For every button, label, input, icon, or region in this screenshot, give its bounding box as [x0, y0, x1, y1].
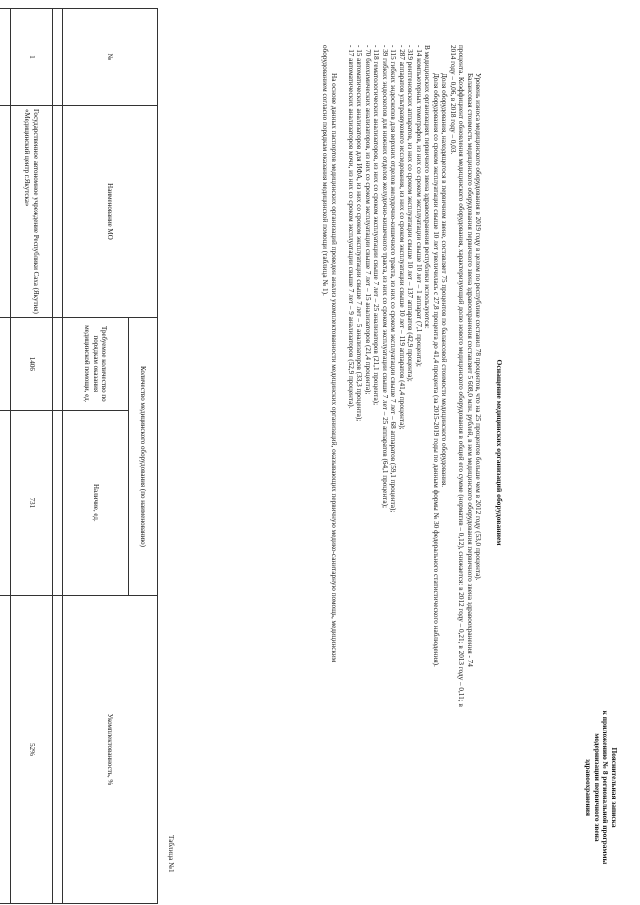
cell-completeness: 52% — [11, 596, 53, 904]
header-line: Пояснительная записка — [610, 747, 619, 828]
header-number: № — [63, 9, 158, 106]
paragraph: Балансовая стоимость медицинского оборудования первичного звена здравоохранения составляет 5 608,0 млн. рублей, в нем медицинского оборудования первичного звена здравоохранения - 74 — [465, 73, 474, 667]
cell-mo-name — [0, 106, 11, 318]
paragraph: Доля оборудования со сроком эксплуатации свыше 10 лет увеличилась с 27,8 процента до 41,4 процента (за 2015-2019 годы по данным формы № 30 федерального статистического наблюдения). — [431, 73, 440, 667]
list-item: - 319 рентгеновских аппаратов, из них со сроком эксплуатации свыше 10 лет – 137 аппаратов (42,9 процента); — [406, 45, 415, 382]
paragraph: процента. Коэффициент обновления медицинского оборудования, характеризующий долю нового медицинского оборудования в общей его сумме (норматив – 0,12), снижается: в 2012 году – 0,21; в 2013 году – 0,11; в — [457, 45, 466, 707]
paragraph: На основе данных паспортов медицинских организаций проведен анализ укомплектованности медицинских организаций, оказывающих первичную медико-санитарную помощь, медицинским — [329, 73, 338, 663]
list-item: - 15 автоматических анализаторов для ИФА, из них со сроком эксплуатации свыше 7 лет – 5 анализаторов (33,3 процента); — [355, 45, 364, 422]
cell-required: 1406 — [11, 318, 53, 411]
header-required: Требуемое количество по порядкам оказания медицинской помощи, ед. — [63, 318, 129, 411]
header-line: модернизации первичного звена — [592, 733, 602, 842]
list-item: - 115 гибких эндоскопов для верхних отделов желудочно-кишечного тракта, из них со сроком эксплуатации свыше 7 лет – 68 аппаратов (59,1 процента); — [389, 45, 398, 513]
cell-number: 1 — [11, 9, 53, 106]
header-mo-name: Наименование МО — [63, 106, 158, 318]
list-item: - 14 компьютерных томографов, из них со сроком эксплуатации свыше 10 лет – 1 аппарат (7,1 процента); — [414, 45, 423, 367]
list-item: - 118 гематологических анализаторов, из них со сроком эксплуатации свыше 7 лет – 25 анализаторов (21,1 процента); — [372, 45, 381, 406]
paragraph: В медицинских организациях первичного звена здравоохранения республики используются: — [423, 45, 432, 329]
table-row-empty — [53, 9, 63, 904]
paragraph: 2014 году – 0,06, в 2018 году – 0,03. — [448, 45, 457, 155]
table-label: Таблица №1 — [167, 835, 175, 873]
explanatory-note-header — [583, 700, 618, 875]
header-equipment-count: Количество медицинского оборудования (по наименованию) — [129, 318, 158, 596]
header-available: Наличие, ед. — [63, 410, 129, 595]
cell-available — [0, 410, 11, 595]
spacer — [338, 45, 346, 890]
section-title: Оснащение медицинских организаций оборудованием — [495, 359, 504, 546]
paragraph: Уровень износа медицинского оборудования в 2019 году в целом по республике составил 78 процентов, что на 25 процентов больше чем в 2012 году (53,0 процента). — [474, 73, 482, 581]
cell-available: 731 — [11, 410, 53, 595]
table-row — [0, 9, 11, 904]
paragraph: оборудованием согласно порядкам оказания медицинской помощи (таблица № 1). — [321, 45, 330, 296]
equipment-table — [0, 8, 158, 904]
cell-required — [0, 318, 11, 411]
list-item: - 17 автоматических анализаторов мочи, из них со сроком эксплуатации свыше 7 лет – 9 анализаторов (52,9 процента). — [346, 45, 355, 409]
header-line: здравоохранения — [583, 758, 593, 817]
list-item: - 70 биохимических анализаторов, из них со сроком эксплуатации свыше 7 лет – 15 анализаторов (21,4 процента); — [363, 45, 372, 395]
list-item: - 287 аппаратов ультразвукового исследования, из них со сроком эксплуатации свыше 10 лет – 119 аппаратов (41,4 процента); — [397, 45, 406, 430]
list-item: - 39 гибких эндоскопов для нижних отделов желудочно-кишечного тракта, из них со сроком эксплуатации свыше 7 лет – 25 аппаратов (64,1 процента); — [380, 45, 389, 508]
cell-completeness — [0, 596, 11, 904]
body-text — [321, 45, 482, 890]
table-row — [11, 9, 53, 904]
paragraph: Доля оборудования, находящегося в первичном звене, составляет 75 процентов по балансовой стоимости медицинского оборудования. — [440, 73, 449, 488]
header-completeness: Укомплектованность, % — [63, 596, 158, 904]
cell-mo-name: Государственное автономное учреждение Республики Саха (Якутия) «Медицинский центр г.Якутска» — [11, 106, 53, 318]
header-line: к приложению № 8 региональной программы — [601, 710, 611, 865]
cell-number — [0, 9, 11, 106]
